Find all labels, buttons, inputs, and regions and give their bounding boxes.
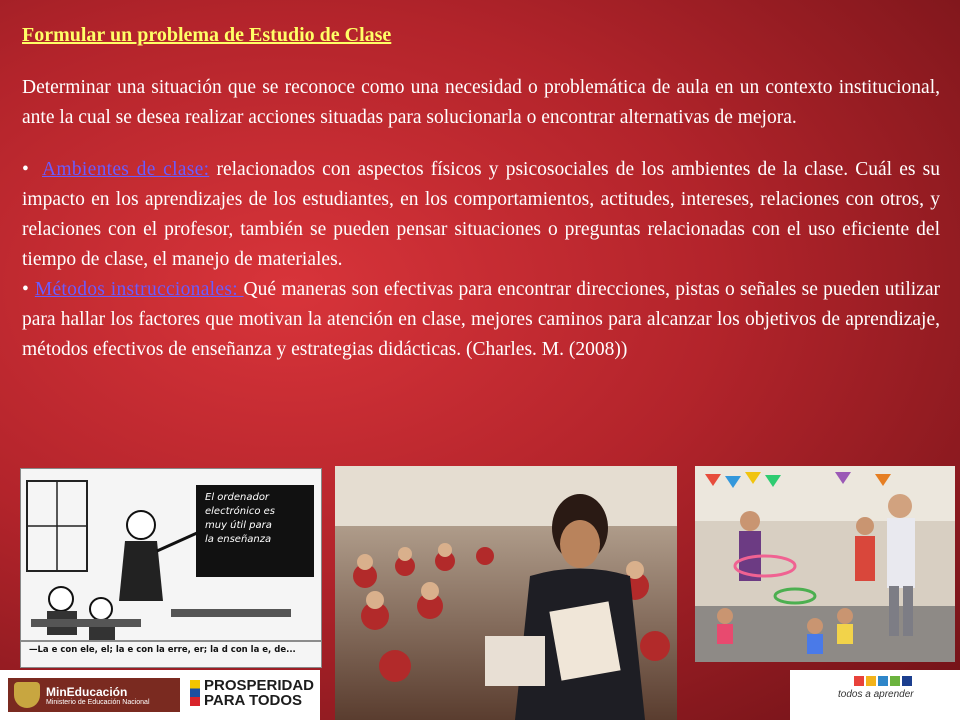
prosperidad-logo	[190, 678, 315, 712]
board-text	[205, 491, 311, 547]
bullet-metodos	[22, 275, 940, 365]
mineducacion-logo	[8, 678, 180, 712]
board-line: El ordenador	[205, 492, 270, 503]
slide-title: Formular un problema de Estudio de Clase	[22, 24, 392, 46]
board-line: la enseñanza	[205, 534, 272, 545]
term-metodos: Métodos instruccionales:	[34, 279, 244, 300]
slide-content	[22, 24, 940, 365]
classroom-photo	[335, 466, 677, 720]
classroom-photo-art	[335, 466, 677, 720]
cartoon-classroom-image	[20, 468, 322, 668]
mineducacion-name: MinEducación	[46, 684, 128, 699]
cartoon-caption: —La e con ele, el; la e con la erre, er; la d con la e, de...	[29, 645, 296, 655]
intro-paragraph: Determinar una situación que se reconoce como una necesidad o problemática de aula en un contexto institucional, ante la cual se desea realizar acciones situadas para solucionarla o encontrar alternativas de mejora.	[22, 77, 940, 128]
prosperidad-line1: PROSPERIDAD	[204, 677, 315, 694]
todos-a-aprender-logo	[838, 676, 948, 714]
mineducacion-sub: Ministerio de Educación Nacional	[46, 698, 150, 706]
text-ambientes: relacionados con aspectos físicos y psicosociales de los ambientes de la clase. Cuál es su impacto en los aprendizajes de los estudiantes, en los comportamientos, actitudes, intereses, relaciones con otros, y relaciones con el profesor, también se pueden pensar situaciones o preguntas relacionadas con el uso eficiente del tiempo de clase, el manejo de materiales.	[22, 159, 941, 270]
bullet-ambientes	[22, 155, 940, 275]
text-metodos: Qué maneras son efectivas para encontrar direcciones, pistas o señales se pueden utilizar para hallar los factores que motivan la atención en clase, mejores caminos para alcanzar los objetivos de aprendizaje, métodos efectivos de enseñanza y estrategias didácticas. (Charles. M. (2008))	[22, 279, 940, 360]
footer-logos-right	[790, 670, 960, 720]
flag-bars-icon	[190, 680, 200, 706]
term-ambientes: Ambientes de clase:	[42, 159, 210, 180]
activity-photo	[695, 466, 955, 662]
todos-text: todos a aprender	[838, 689, 914, 700]
bullet-glyph: •	[22, 279, 29, 300]
board-line: muy útil para	[205, 520, 272, 531]
prosperidad-line2: PARA TODOS	[204, 692, 303, 709]
bullet-glyph: •	[22, 159, 29, 180]
colombia-shield-icon	[14, 682, 40, 708]
colored-blocks-icon	[854, 676, 948, 686]
board-line: electrónico es	[205, 506, 276, 517]
footer-logos-left	[0, 670, 320, 720]
activity-photo-art	[695, 466, 955, 662]
